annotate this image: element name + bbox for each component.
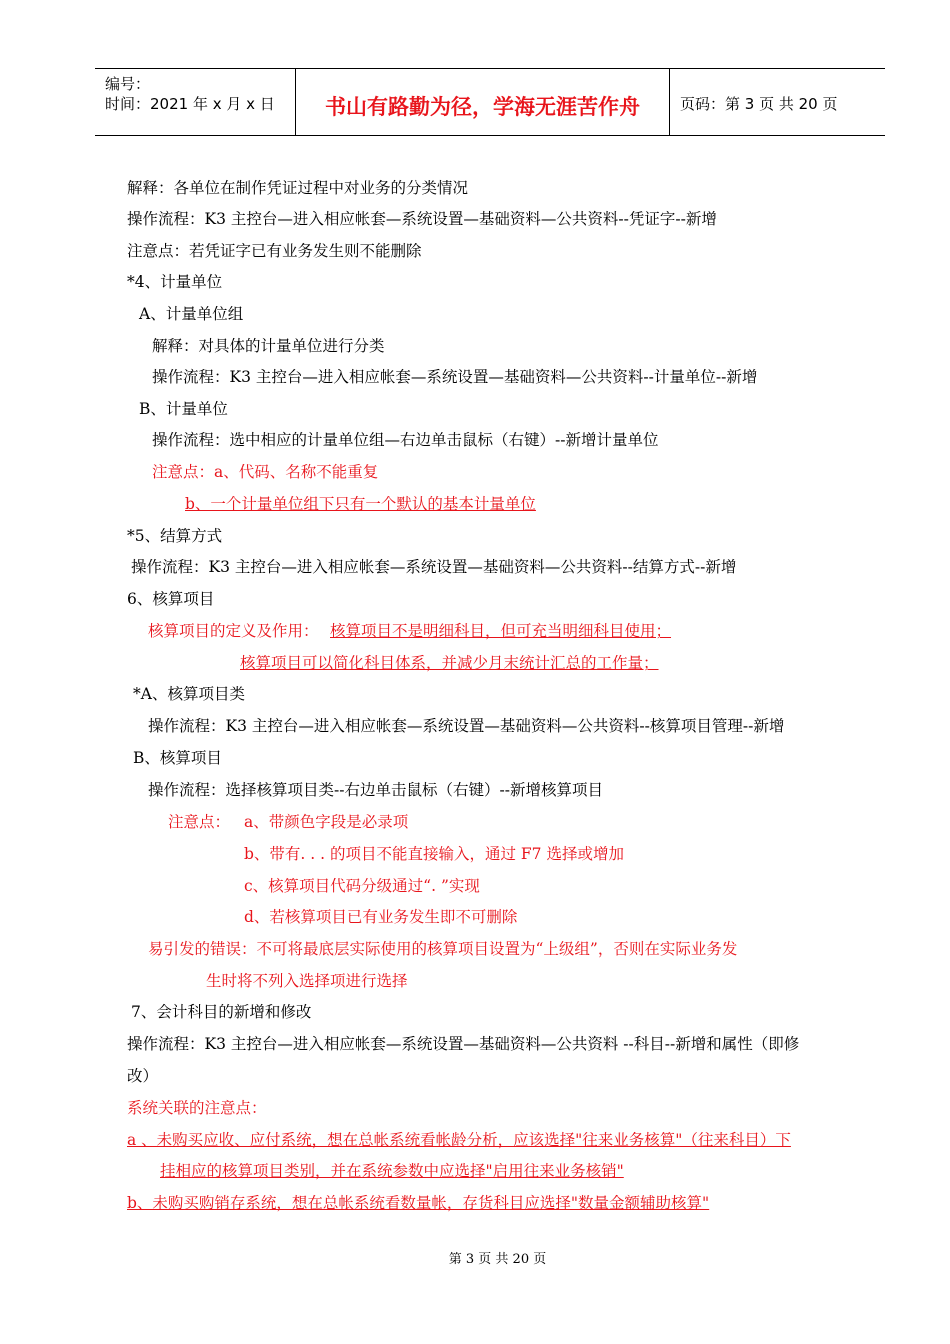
page-footer: 第 3 页 共 20 页 [448,1252,547,1267]
text-line: 注意点：若凭证字已有业务发生则不能删除 [127,242,422,260]
text-line: 操作流程：K3 主控台—进入相应帐套—系统设置—基础资料—公共资料--计量单位--新增 [152,368,758,386]
text-line: 操作流程：选中相应的计量单位组—右边单击鼠标（右键）--新增计量单位 [152,431,659,449]
section-heading: 7、会计科目的新增和修改 [131,1003,312,1021]
note-line: a 、未购买应收、应付系统，想在总帐系统看帐龄分析，应该选择"往来业务核算"（往来科目）下 [127,1131,791,1149]
subsection-heading: *A、核算项目类 [133,685,245,703]
note-line: b、未购买购销存系统，想在总帐系统看数量帐，存货科目应选择"数量金额辅助核算" [127,1194,710,1212]
text-line: 改） [127,1067,159,1085]
note-line: 挂相应的核算项目类别，并在系统参数中应选择"启用往来业务核销" [160,1162,624,1180]
definition-line: 核算项目可以简化科目体系，并减少月末统计汇总的工作量； [240,654,659,672]
subsection-heading: B、核算项目 [133,749,222,767]
section-heading: *4、计量单位 [127,273,223,291]
text-line: 操作流程：选择核算项目类--右边单击鼠标（右键）--新增核算项目 [148,781,603,799]
subsection-heading: A、计量单位组 [139,305,244,323]
note-line: b、带有. . . 的项目不能直接输入，通过 F7 选择或增加 [244,845,624,863]
number-label: 编号： [105,75,151,93]
header-motto-cell [296,69,670,135]
motto: 书山有路勤为径，学海无涯苦作舟 [325,94,640,119]
text-line: 操作流程：K3 主控台—进入相应帐套—系统设置—基础资料—公共资料 --科目--新增和属性（即修 [127,1035,800,1053]
page-header [95,68,885,136]
text-line: 操作流程：K3 主控台—进入相应帐套—系统设置—基础资料—公共资料--核算项目管理--新增 [148,717,785,735]
warning-line: 生时将不列入选择项进行选择 [206,972,408,990]
note-line: a、带颜色字段是必录项 [244,813,409,831]
page-indicator: 页码：第 3 页 共 20 页 [680,95,838,113]
text-line: 操作流程：K3 主控台—进入相应帐套—系统设置—基础资料—公共资料--结算方式--新增 [131,558,737,576]
text-line: 操作流程：K3 主控台—进入相应帐套—系统设置—基础资料—公共资料--凭证字--新增 [127,210,717,228]
time-label: 时间：2021 年 x 月 x 日 [105,95,275,113]
note-label: 注意点： [168,813,231,831]
section-heading: *5、结算方式 [127,527,223,545]
note-heading: 系统关联的注意点： [127,1099,267,1117]
definition-label: 核算项目的定义及作用： [148,622,319,640]
note-line: d、若核算项目已有业务发生即不可删除 [244,908,518,926]
note-line: c、核算项目代码分级通过“. ”实现 [244,877,480,895]
subsection-heading: B、计量单位 [139,400,228,418]
text-line: 解释：各单位在制作凭证过程中对业务的分类情况 [127,179,469,197]
note-line: 注意点：a、代码、名称不能重复 [152,463,379,481]
header-page-cell [670,69,885,135]
header-meta-cell [95,69,296,135]
note-line: b、一个计量单位组下只有一个默认的基本计量单位 [185,495,536,513]
definition-line: 核算项目不是明细科目，但可充当明细科目使用； [330,622,672,640]
text-line: 解释：对具体的计量单位进行分类 [152,337,385,355]
warning-line: 易引发的错误：不可将最底层实际使用的核算项目设置为“上级组”，否则在实际业务发 [148,940,738,958]
section-heading: 6、核算项目 [127,590,215,608]
